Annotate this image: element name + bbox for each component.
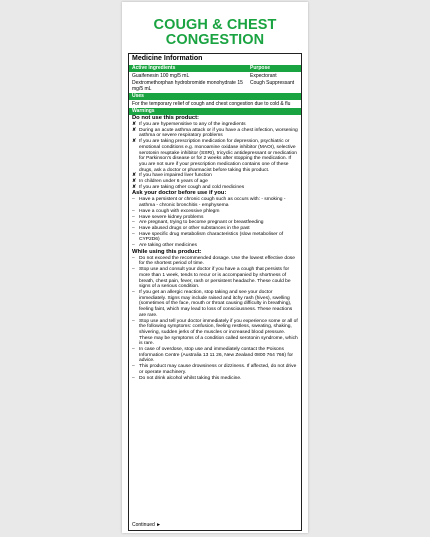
medicine-info-heading: Medicine Information: [132, 55, 203, 62]
warning-item-text: During an acute asthma attack or if you have a chest infection, worsening asthma or severe respiratory problems: [139, 127, 298, 139]
dash-icon: –: [132, 225, 135, 231]
warning-item-text: Have abused drugs or other substances in the past: [139, 225, 250, 231]
dash-icon: –: [132, 364, 135, 370]
medicine-information-panel: [128, 53, 302, 531]
warning-item-text: If you have impaired liver function: [139, 173, 212, 179]
dash-icon: –: [132, 347, 135, 353]
warning-item: [132, 376, 298, 382]
do-not-use-heading: Do not use this product:: [132, 115, 199, 121]
warning-item: [132, 267, 298, 290]
warnings-label: Warnings: [132, 108, 155, 114]
dash-icon: –: [132, 243, 135, 249]
dash-icon: –: [132, 208, 135, 214]
ask-doctor-heading: Ask your doctor before use if you:: [132, 190, 227, 197]
warning-item-text: Do not exceed the recommended dosage. Use the lowest effective dose for the shortest period of time.: [139, 255, 295, 267]
warning-item-text: If you are taking other cough and cold medicines: [139, 184, 245, 190]
ingredient-row: [129, 72, 301, 80]
warning-item-text: Are taking other medicines: [139, 243, 197, 249]
while-using-heading: While using this product:: [132, 248, 202, 255]
ingredient-name: Guaifenesin 100 mg/5 mL: [132, 73, 190, 79]
dash-icon: –: [132, 255, 135, 261]
warning-item-text: Are pregnant, trying to become pregnant or breastfeeding: [139, 220, 264, 226]
warning-item: [132, 256, 298, 267]
dash-icon: –: [132, 318, 135, 324]
ask-doctor-list: [132, 197, 298, 248]
warning-item: [132, 319, 298, 348]
warning-item-text: Have severe kidney problems: [139, 214, 204, 220]
warning-item: [132, 197, 298, 208]
dash-icon: –: [132, 197, 135, 203]
warning-item-text: Stop use and consult your doctor if you have a cough that persists for more than 1 week, tends to recur or is accompanied by shortness of breath, chest pain, fever, rash or persistent headache. These could be signs of a serious condition.: [139, 267, 291, 290]
dash-icon: –: [132, 214, 135, 220]
warning-item: [132, 139, 298, 173]
warning-item-text: In case of overdose, stop use and immediately contact the Poisons Information Centre (Australia 13 11 26, New Zealand 0800 764 766) for advice.: [139, 347, 294, 364]
warning-item-text: If you are hypersensitive to any of the ingredients: [139, 122, 246, 127]
product-title-line1: COUGH & CHEST: [153, 17, 277, 33]
uses-text: For the temporary relief of cough and chest congestion due to cold & flu: [132, 101, 291, 107]
warning-item: [132, 290, 298, 319]
ingredient-row: [129, 80, 301, 93]
purpose-label: Purpose: [250, 65, 271, 71]
warning-item-text: Stop use and tell your doctor immediately if you experience some or all of the following symptoms: confusion, feeling restless, sweating, shaking, shivering, sudden jerks of the muscles or increased blood pressure. These may be symptoms of a condition called serotonin syndrome, which is rare.: [139, 318, 298, 347]
cross-icon: ✘: [132, 184, 137, 190]
warning-item: [132, 243, 298, 249]
cross-icon: ✘: [132, 173, 137, 179]
warning-item-text: If you get an allergic reaction, stop taking and see your doctor immediately. Signs may include raised and itchy rash (hives), swelling (sometimes of the face, mouth or throat causing difficulty in breathing), feeling faint, which may lead to loss of consciousness. These reactions are rare.: [139, 289, 293, 318]
cross-icon: ✘: [132, 179, 137, 185]
warning-item: [132, 364, 298, 375]
warnings-body: [129, 115, 301, 381]
medicine-label-card: [122, 2, 308, 533]
uses-label: Uses: [132, 93, 144, 99]
ingredient-name: Dextromethorphan hydrobromide monohydrate 15 mg/5 mL: [132, 80, 243, 92]
continued-note: Continued ►: [132, 522, 162, 528]
active-ingredients-label: Active Ingredients: [132, 65, 176, 71]
dash-icon: –: [132, 289, 135, 295]
do-not-use-list: [132, 122, 298, 190]
cross-icon: ✘: [132, 122, 137, 127]
dash-icon: –: [132, 375, 135, 381]
warning-item-text: In children under 6 years of age: [139, 179, 208, 185]
dash-icon: –: [132, 220, 135, 226]
active-ingredients-bar: [129, 65, 301, 72]
warning-item: [132, 347, 298, 364]
warning-item: [132, 128, 298, 139]
ingredient-purpose: Cough Suppressant: [250, 80, 295, 86]
warning-item-text: If you are taking prescription medication for depression, psychiatric or emotional conditions e.g. monoamine oxidase inhibitor (MAOI), selective serotonin reuptake inhibitor (SSRI), tricyclic antidepressant or medication for Parkinson's disease or for 2 weeks after stopping the medication. If you are not sure if your prescription medication contains one of these drugs, ask a doctor or pharmacist before taking this product.: [139, 139, 297, 173]
warning-item-text: Have a persistent or chronic cough such as occurs with: - smoking - asthma - chronic bronchitis - emphysema: [139, 197, 286, 209]
product-title-line2: CONGESTION: [165, 32, 265, 48]
dash-icon: –: [132, 231, 135, 237]
uses-bar: [129, 93, 301, 100]
warning-item-text: Have specific drug metabolism characteristics (slow metaboliser of CYP2D6): [139, 231, 284, 243]
product-title: [122, 18, 308, 48]
warning-item: [132, 232, 298, 243]
warning-item-text: This product may cause drowsiness or dizziness. If affected, do not drive or operate machinery.: [139, 364, 297, 375]
ingredient-purpose: Expectorant: [250, 73, 277, 79]
warning-item-text: Have a cough with excessive phlegm: [139, 208, 220, 214]
cross-icon: ✘: [132, 139, 137, 145]
dash-icon: –: [132, 267, 135, 273]
cross-icon: ✘: [132, 127, 137, 133]
warnings-bar: [129, 108, 301, 115]
warning-item-text: Do not drink alcohol whilst taking this medicine.: [139, 375, 242, 381]
while-using-list: [132, 256, 298, 381]
